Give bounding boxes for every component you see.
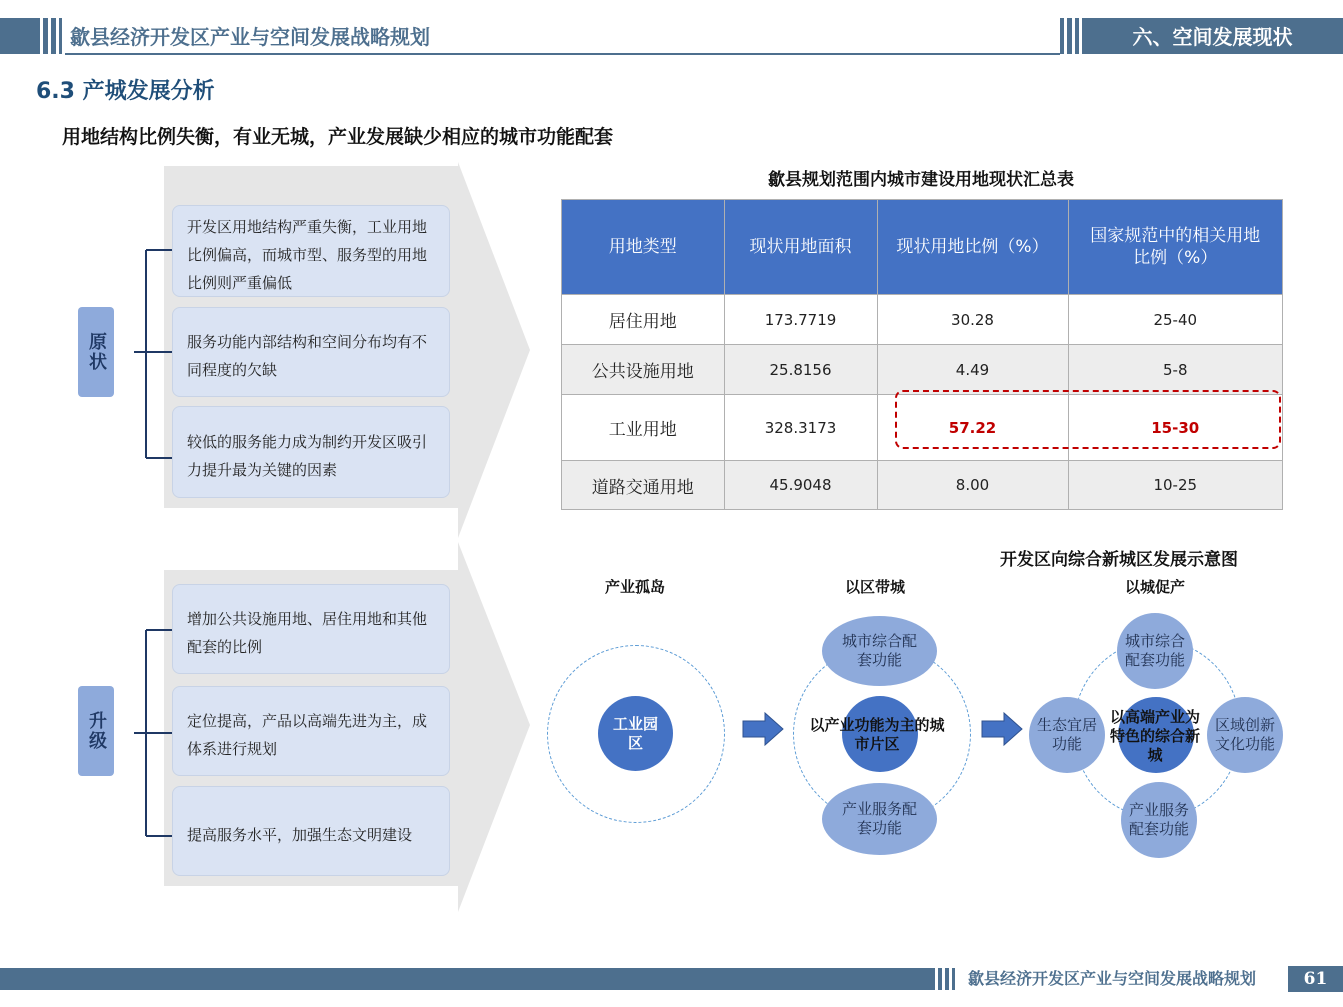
- table-cell: 10-25: [1068, 461, 1283, 510]
- footer-stripe: [945, 968, 949, 990]
- table-cell: 173.7719: [724, 295, 877, 345]
- stage-label: 产业孤岛: [604, 578, 665, 596]
- table-cell: 328.3173: [724, 395, 877, 461]
- upgrade-item: [172, 584, 450, 674]
- upgrade-tag: 升级: [78, 686, 114, 776]
- table-cell: 45.9048: [724, 461, 877, 510]
- stage2-bottom: [822, 783, 937, 855]
- upgrade-item-text: 提高服务水平，加强生态文明建设: [187, 826, 413, 844]
- stage3-bottom-text: 产业服务配套功能: [1128, 801, 1189, 838]
- land-use-table: [561, 199, 1283, 510]
- table-header: 国家规范中的相关用地比例（%）: [1068, 200, 1283, 295]
- table-cell: 公共设施用地: [562, 345, 725, 395]
- stage2-top-text: 城市综合配套功能: [841, 632, 917, 669]
- footer-stripe: [938, 968, 942, 990]
- stage2-core-text: 以产业功能为主的城市片区: [809, 716, 945, 753]
- header-stripe: [1060, 18, 1064, 54]
- upgrade-item: [172, 686, 450, 776]
- stage1-core-text: 工业园区: [612, 714, 658, 752]
- footer-bar: [0, 968, 935, 990]
- section-title: 6.3 产城发展分析: [36, 79, 215, 104]
- table-header: 现状用地面积: [724, 200, 877, 295]
- stage-label: 以城促产: [1124, 578, 1185, 596]
- arrow-right-icon: [741, 711, 785, 747]
- stage3-core-text: 以高端产业为特色的综合新城: [1109, 708, 1200, 764]
- status-item-text: 服务功能内部结构和空间分布均有不同程度的欠缺: [187, 333, 428, 379]
- table-cell: 工业用地: [562, 395, 725, 461]
- stage1-core: [598, 696, 673, 771]
- table-cell: 25-40: [1068, 295, 1283, 345]
- stage3-right: [1207, 697, 1283, 773]
- header-stripe: [1075, 18, 1079, 54]
- table-cell: 道路交通用地: [562, 461, 725, 510]
- status-item: [172, 205, 450, 297]
- table-row: [562, 295, 1283, 345]
- status-item-text: 较低的服务能力成为制约开发区吸引力提升最为关键的因素: [187, 433, 428, 479]
- status-item-text: 开发区用地结构严重失衡，工业用地比例偏高，而城市型、服务型的用地比例则严重偏低: [187, 218, 428, 292]
- table-cell: 5-8: [1068, 345, 1283, 395]
- table-cell: 4.49: [877, 345, 1068, 395]
- table-title: 歙县规划范围内城市建设用地现状汇总表: [768, 170, 1074, 190]
- table-header: 现状用地比例（%）: [877, 200, 1068, 295]
- stage3-top: [1117, 613, 1193, 689]
- stage3-bottom: [1121, 782, 1197, 858]
- table-row: [562, 461, 1283, 510]
- header-underline: [65, 53, 1060, 55]
- upgrade-item-text: 增加公共设施用地、居住用地和其他配套的比例: [187, 610, 428, 656]
- table-header: 用地类型: [562, 200, 725, 295]
- stage3-left-text: 生态宜居功能: [1036, 716, 1097, 753]
- footer-stripe: [952, 968, 955, 990]
- stage2-top: [822, 616, 937, 686]
- header-stripe: [59, 18, 62, 54]
- stage2-bottom-text: 产业服务配套功能: [841, 800, 917, 837]
- section-subtitle: 用地结构比例失衡，有业无城，产业发展缺少相应的城市功能配套: [62, 126, 614, 148]
- header-stripe: [1067, 18, 1072, 54]
- table-cell: 8.00: [877, 461, 1068, 510]
- page-number: 61: [1288, 966, 1343, 992]
- status-item: [172, 307, 450, 397]
- header-stripe: [51, 18, 56, 54]
- stage3-top-text: 城市综合配套功能: [1124, 632, 1185, 669]
- highlight-dashed-box: [895, 390, 1281, 449]
- footer-title: 歙县经济开发区产业与空间发展战略规划: [968, 969, 1257, 988]
- table-cell-highlight: 57.22: [877, 395, 1068, 461]
- table-cell: 30.28: [877, 295, 1068, 345]
- chapter-label: 六、空间发展现状: [1082, 18, 1343, 54]
- table-cell: 居住用地: [562, 295, 725, 345]
- stage3-right-text: 区域创新文化功能: [1214, 716, 1275, 753]
- table-row: [562, 345, 1283, 395]
- diagram-title: 开发区向综合新城区发展示意图: [1000, 550, 1238, 570]
- arrow-right-icon: [980, 711, 1024, 747]
- table-cell-highlight: 15-30: [1068, 395, 1283, 461]
- header-stripe: [43, 18, 48, 54]
- upgrade-item-text: 定位提高，产品以高端先进为主，成体系进行规划: [187, 712, 428, 758]
- header-left-block: [0, 18, 40, 54]
- stage3-left: [1029, 697, 1105, 773]
- status-tag: 原状: [78, 307, 114, 397]
- status-item: [172, 406, 450, 498]
- table-cell: 25.8156: [724, 345, 877, 395]
- stage-label: 以区带城: [844, 578, 905, 596]
- upgrade-item: [172, 786, 450, 876]
- header-title: 歙县经济开发区产业与空间发展战略规划: [70, 25, 430, 49]
